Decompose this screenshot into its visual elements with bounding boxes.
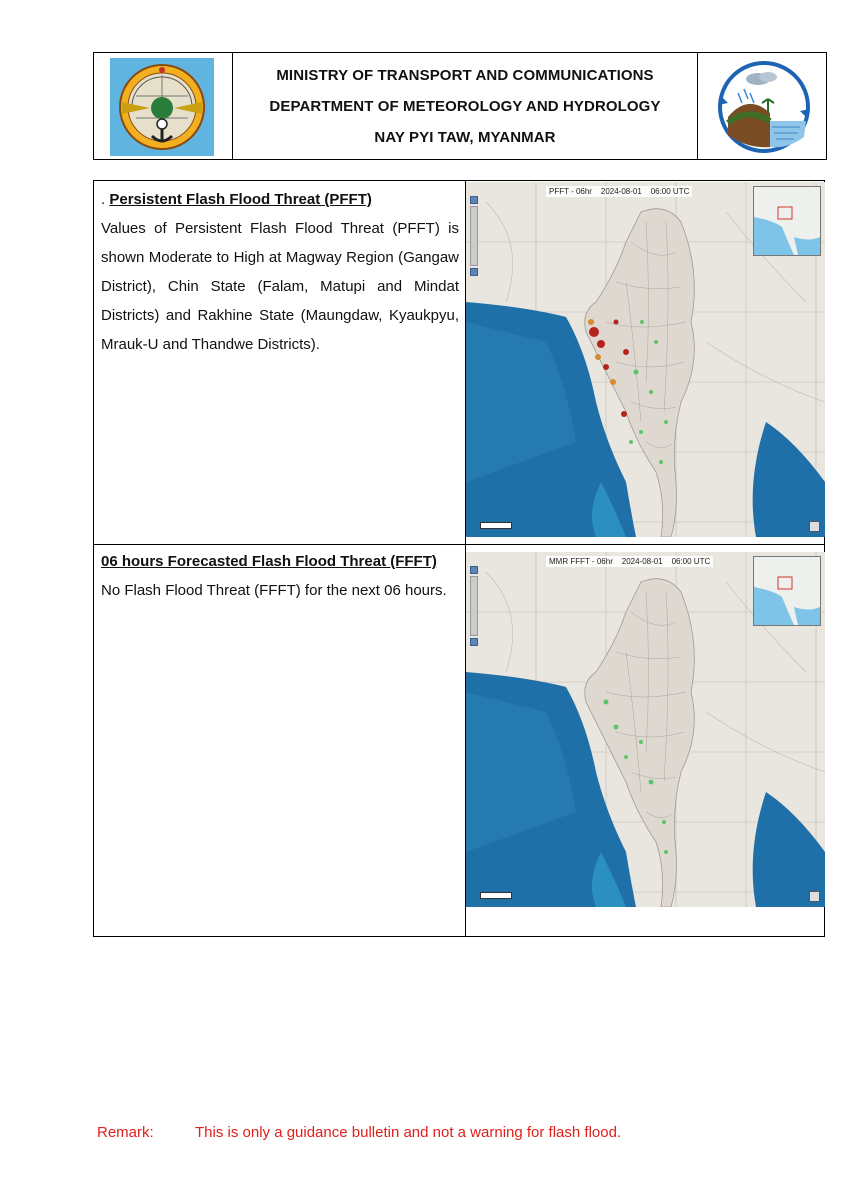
ffft-info-icon[interactable] (809, 891, 820, 902)
ffft-map-label: MMR FFFT - 06hr (549, 557, 613, 566)
left-logo-cell (94, 53, 233, 159)
zoom-slider[interactable] (470, 206, 478, 266)
zoom-slider[interactable] (470, 576, 478, 636)
right-logo-cell (698, 53, 826, 159)
ffft-map[interactable] (466, 552, 825, 907)
ministry-emblem-logo (110, 58, 214, 156)
pfft-info-icon[interactable] (809, 521, 820, 532)
pfft-description-cell (101, 185, 459, 359)
ffft-title: 06 hours Forecasted Flash Flood Threat (FFFT) (101, 553, 437, 570)
row-divider (94, 544, 824, 545)
pfft-scale-bar (480, 522, 512, 529)
remark-label: Remark: (97, 1124, 154, 1141)
ministry-name: MINISTRY OF TRANSPORT AND COMMUNICATIONS (276, 66, 654, 84)
ffft-zoom-control[interactable] (470, 566, 478, 648)
pfft-map-label: PFFT - 06hr (549, 187, 592, 196)
zoom-in-icon[interactable] (470, 196, 478, 204)
pfft-body: Values of Persistent Flash Flood Threat (PFFT) is shown Moderate to High at Magway Region (Gangaw District), Chin State (Falam, Matupi and Mindat Districts) and Rakhine State (Maungdaw, Kyaukpyu, Mrauk-U and Thandwe Districts). (101, 220, 459, 353)
pfft-map[interactable] (466, 182, 825, 537)
letterhead (93, 52, 827, 160)
hydrology-cycle-logo (708, 57, 820, 157)
zoom-out-icon[interactable] (470, 268, 478, 276)
ffft-overview-inset[interactable] (753, 556, 821, 626)
pfft-map-date: 2024-08-01 (600, 187, 642, 196)
ffft-map-caption (546, 556, 713, 567)
zoom-out-icon[interactable] (470, 638, 478, 646)
letterhead-title-block (233, 53, 698, 159)
department-name: DEPARTMENT OF METEOROLOGY AND HYDROLOGY (269, 97, 661, 115)
bulletin-table (93, 180, 825, 937)
pfft-heading-prefix: . (101, 191, 110, 208)
ffft-map-time: 06:00 UTC (671, 557, 711, 566)
ffft-scale-bar (480, 892, 512, 899)
pfft-zoom-control[interactable] (470, 196, 478, 278)
ffft-map-date: 2024-08-01 (621, 557, 663, 566)
ffft-heading (101, 547, 459, 576)
ffft-description-cell (101, 547, 459, 605)
zoom-in-icon[interactable] (470, 566, 478, 574)
pfft-heading (101, 185, 459, 214)
ffft-body: No Flash Flood Threat (FFFT) for the next 06 hours. (101, 582, 447, 599)
pfft-overview-inset[interactable] (753, 186, 821, 256)
pfft-title: Persistent Flash Flood Threat (PFFT) (109, 191, 372, 208)
pfft-map-time: 06:00 UTC (650, 187, 690, 196)
location-name: NAY PYI TAW, MYANMAR (374, 128, 556, 146)
pfft-map-caption (546, 186, 692, 197)
remark-text: This is only a guidance bulletin and not a warning for flash flood. (195, 1124, 622, 1141)
